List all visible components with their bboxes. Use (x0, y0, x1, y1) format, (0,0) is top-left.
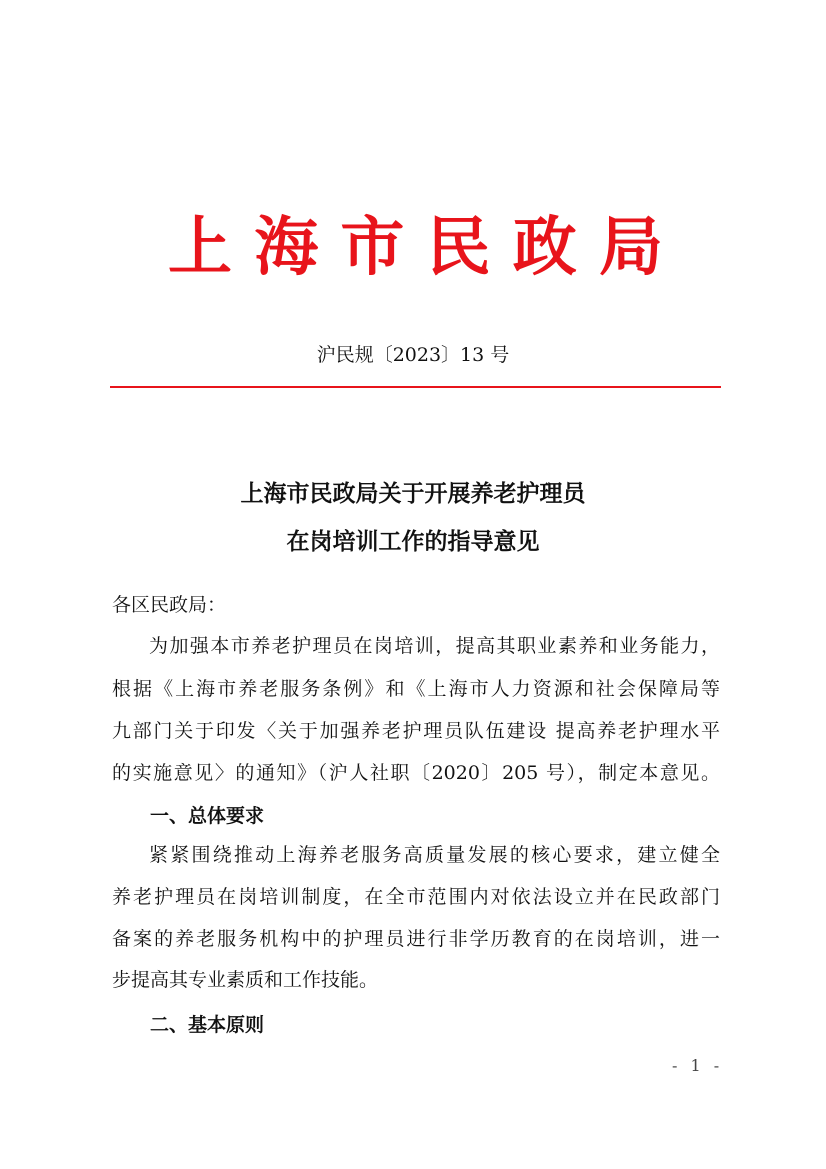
section-heading: 一、总体要求 (150, 805, 265, 827)
paragraph-line: 九部门关于印发〈关于加强养老护理员队伍建设 提高养老护理水平 (112, 720, 720, 742)
section-heading: 二、基本原则 (150, 1014, 265, 1036)
paragraph-line: 步提高其专业素质和工作技能。 (112, 969, 379, 991)
paragraph-line: 根据《上海市养老服务条例》和《上海市人力资源和社会保障局等 (112, 678, 720, 700)
issuing-organization: 上海市民政局 (168, 210, 663, 285)
paragraph-line: 养老护理员在岗培训制度，在全市范围内对依法设立并在民政部门 (112, 886, 720, 908)
paragraph-line: 紧紧围绕推动上海养老服务高质量发展的核心要求，建立健全 (149, 844, 720, 866)
document-number: 沪民规〔2023〕13 号 (316, 344, 510, 366)
red-divider (110, 386, 721, 388)
document-title-line-1: 上海市民政局关于开展养老护理员 (240, 481, 586, 507)
paragraph-line: 的实施意见〉的通知》（沪人社职〔2020〕205 号），制定本意见。 (112, 762, 720, 784)
document-title-line-2: 在岗培训工作的指导意见 (286, 529, 540, 555)
salutation: 各区民政局： (112, 594, 227, 616)
paragraph-line: 备案的养老服务机构中的护理员进行非学历教育的在岗培训，进一 (112, 928, 720, 950)
paragraph-line: 为加强本市养老护理员在岗培训，提高其职业素养和业务能力， (149, 635, 720, 657)
page-number: - 1 - (672, 1056, 724, 1075)
